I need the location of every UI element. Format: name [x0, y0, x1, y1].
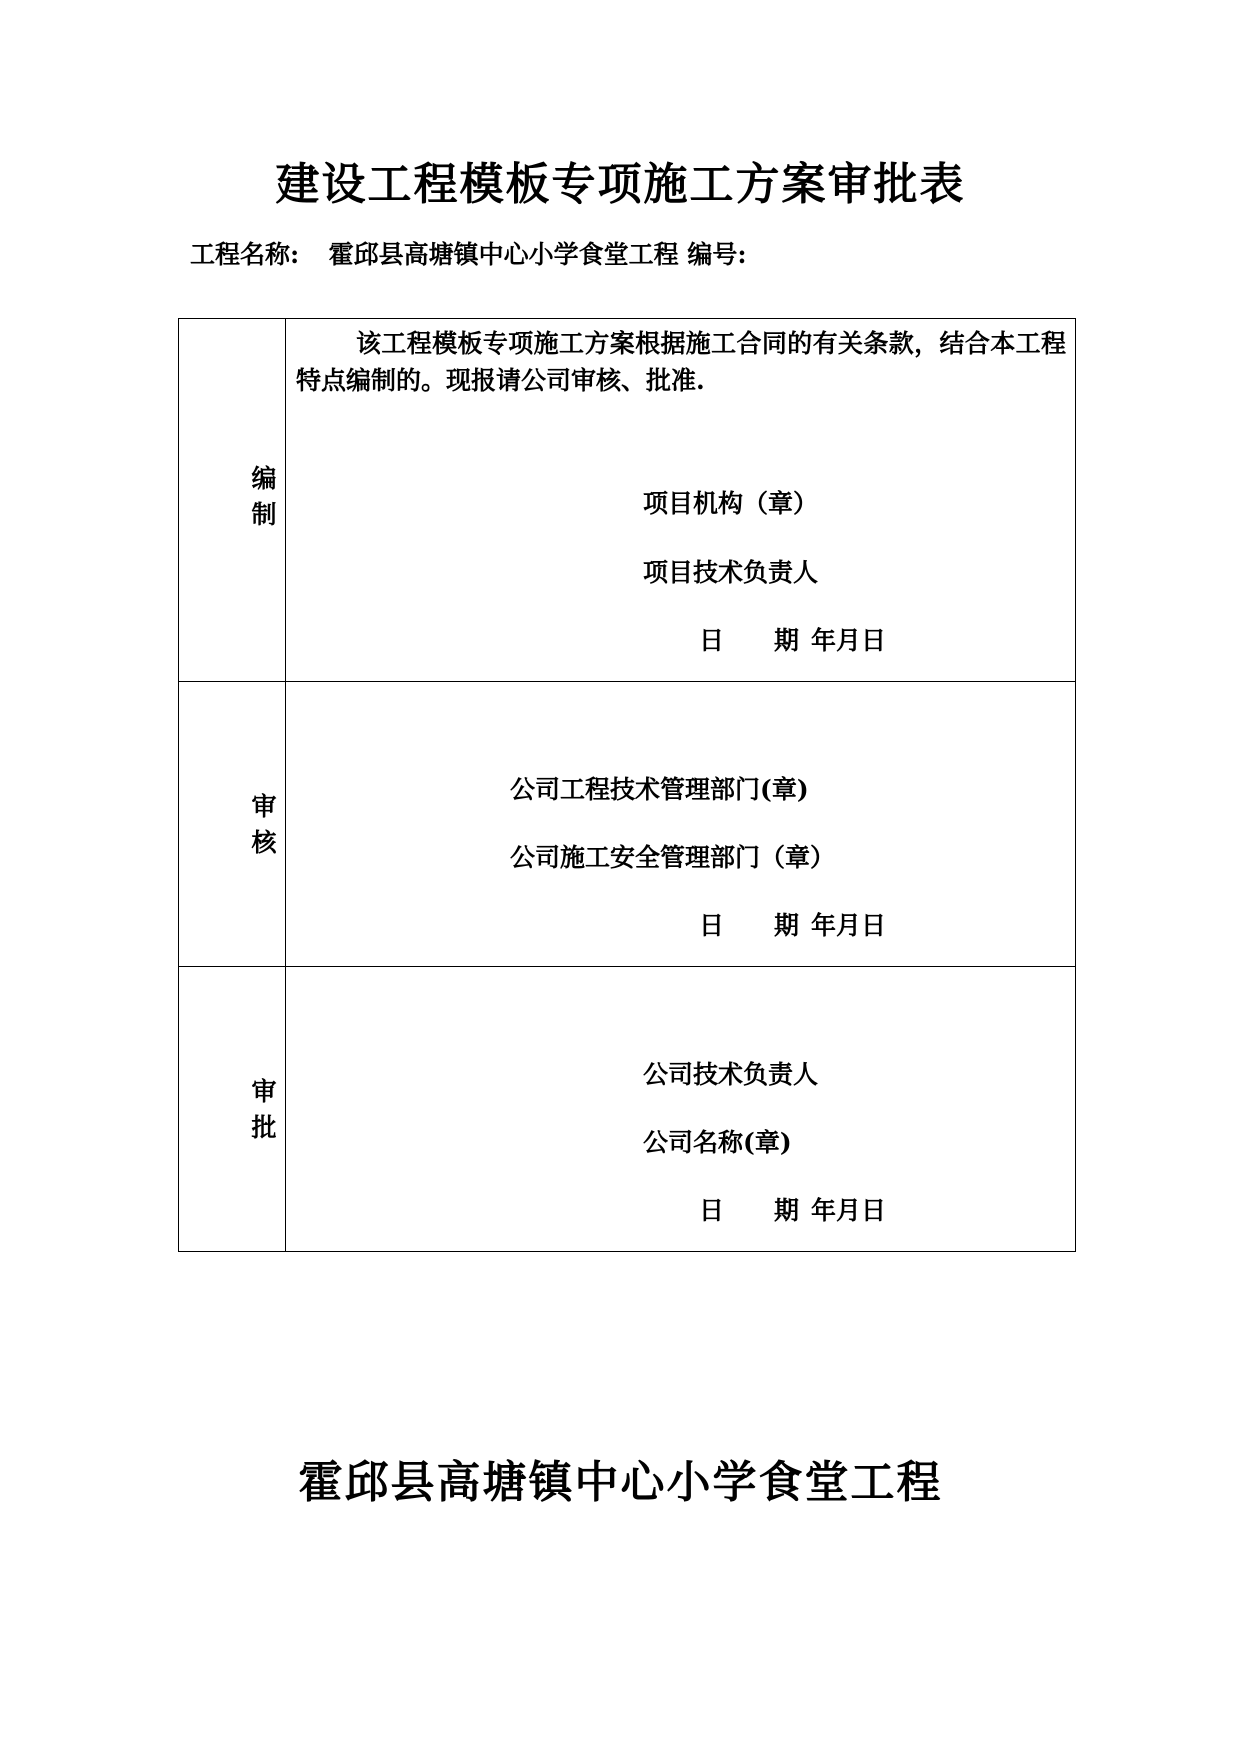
compile-description: 该工程模板专项施工方案根据施工合同的有关条款，结合本工程特点编制的。现报请公司审核、批准. — [296, 329, 1066, 395]
company-name-seal: 公司名称(章) — [643, 1128, 792, 1157]
approve-date-value: 年月日 — [811, 1196, 887, 1225]
review-date-label-period: 期 — [774, 911, 800, 940]
project-tech-lead: 项目技术负责人 — [643, 558, 819, 587]
project-name-value: 霍邱县高塘镇中心小学食堂工程 — [328, 240, 679, 269]
approve-date-line — [699, 1193, 886, 1229]
table-row-compile — [179, 319, 1076, 682]
review-label-cell — [179, 682, 286, 967]
compile-content-cell — [286, 319, 1076, 682]
approve-date-label-period: 期 — [774, 1196, 800, 1225]
approval-form-table — [178, 318, 1076, 1252]
review-section-label: 审核 — [251, 792, 277, 857]
project-name-label: 工程名称: — [190, 240, 300, 269]
approve-label-cell — [179, 967, 286, 1252]
table-row-approve — [179, 967, 1076, 1252]
company-tech-lead: 公司技术负责人 — [643, 1060, 819, 1089]
review-date-value: 年月日 — [811, 911, 887, 940]
review-date-line — [699, 908, 886, 944]
project-number-label: 编号: — [687, 240, 747, 269]
approve-section-label: 审批 — [251, 1077, 277, 1142]
page-title: 建设工程模板专项施工方案审批表 — [275, 159, 966, 210]
compile-date-value: 年月日 — [811, 626, 887, 655]
compile-date-line — [699, 623, 886, 659]
compile-date-label-day: 日 — [699, 626, 725, 655]
compile-section-label: 编制 — [251, 464, 277, 529]
review-tech-dept-seal: 公司工程技术管理部门(章) — [510, 775, 809, 804]
compile-date-label-period: 期 — [774, 626, 800, 655]
approve-content-cell — [286, 967, 1076, 1252]
project-meta-line — [190, 237, 747, 273]
table-row-review — [179, 682, 1076, 967]
review-safety-dept-seal: 公司施工安全管理部门（章） — [510, 843, 836, 872]
review-content-cell — [286, 682, 1076, 967]
project-org-seal: 项目机构（章） — [643, 489, 819, 518]
approve-date-label-day: 日 — [699, 1196, 725, 1225]
footer-project-title: 霍邱县高塘镇中心小学食堂工程 — [298, 1457, 943, 1508]
review-date-label-day: 日 — [699, 911, 725, 940]
compile-label-cell — [179, 319, 286, 682]
